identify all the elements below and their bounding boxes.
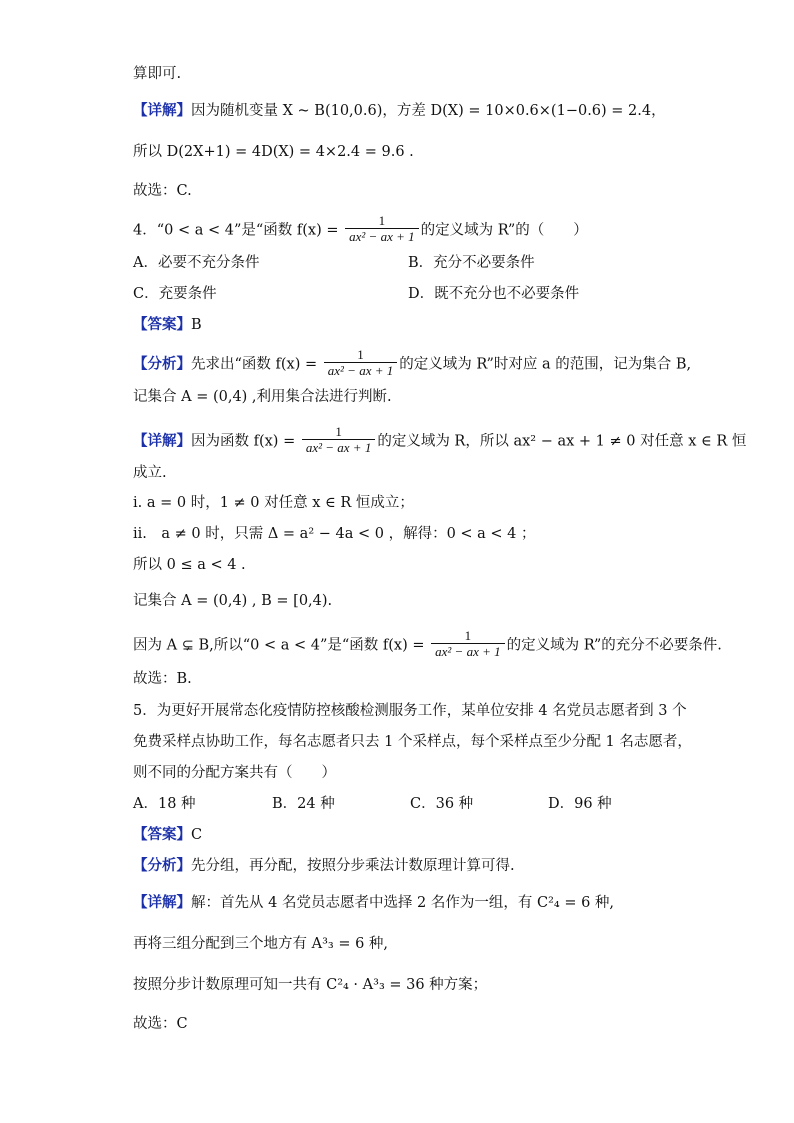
q5-option-c: C．36 种 xyxy=(410,796,474,812)
q4-detail-c: 成立. xyxy=(133,465,167,481)
q5-detail xyxy=(133,892,614,914)
fraction-denominator: ax² − ax + 1 xyxy=(431,643,504,659)
q4-analysis-b: 的定义域为 R”时对应 a 的范围，记为集合 B, xyxy=(399,356,692,373)
q4-analysis-c: 记集合 A = (0,4) ,利用集合法进行判断. xyxy=(133,389,392,405)
q5-analysis xyxy=(133,855,515,877)
q5-option-d: D．96 种 xyxy=(548,796,612,812)
fraction-denominator: ax² − ax + 1 xyxy=(345,228,418,244)
q4-so: 所以 0 ≤ a < 4 . xyxy=(133,557,246,573)
q4-detail-a: 因为函数 f(x) = xyxy=(191,433,300,450)
q5-answer-value: C xyxy=(191,827,203,843)
detail-tag: 【详解】 xyxy=(133,895,191,911)
q5-step3: 按照分步计数原理可知一共有 C²₄ · A³₃ = 36 种方案； xyxy=(133,977,488,993)
q3-choice: 故选：C. xyxy=(133,183,192,199)
q4-analysis-a: 先求出“函数 f(x) = xyxy=(191,356,322,373)
q4-option-d: D．既不充分也不必要条件 xyxy=(408,286,580,302)
fraction-numerator: 1 xyxy=(357,347,364,362)
q5-analysis-text: 先分组，再分配，按照分步乘法计数原理计算可得. xyxy=(191,858,515,874)
q5-step2: 再将三组分配到三个地方有 A³₃ = 6 种, xyxy=(133,936,389,952)
fraction-numerator: 1 xyxy=(378,213,386,228)
q5-answer xyxy=(133,824,202,846)
detail-tag: 【详解】 xyxy=(133,433,191,450)
q3-so: 所以 D(2X+1) = 4D(X) = 4×2.4 = 9.6 . xyxy=(133,144,414,160)
q4-option-a: A．必要不充分条件 xyxy=(133,255,260,271)
continuation-line: 算即可. xyxy=(133,66,182,82)
q5-stem-3: 则不同的分配方案共有（ ） xyxy=(133,765,336,781)
q4-stem-fraction xyxy=(345,213,418,244)
q4-detail-b: 的定义域为 R，所以 ax² − ax + 1 ≠ 0 对任意 x ∈ R 恒 xyxy=(377,433,747,450)
q4-conclusion xyxy=(133,630,722,661)
q4-answer-value: B xyxy=(191,317,202,333)
q4-choice: 故选：B. xyxy=(133,671,192,687)
q5-option-b: B．24 种 xyxy=(272,796,335,812)
fraction-denominator: ax² − ax + 1 xyxy=(302,439,375,455)
q3-detail xyxy=(133,100,666,122)
q4-concl-a: 因为 A ⊊ B,所以“0 < a < 4”是“函数 f(x) = xyxy=(133,637,430,654)
fraction-denominator: ax² − ax + 1 xyxy=(324,362,397,378)
q3-detail-text: 因为随机变量 X ~ B(10,0.6)，方差 D(X) = 10×0.6×(1−0.6) = 2.4， xyxy=(191,103,666,119)
fraction-numerator: 1 xyxy=(335,424,342,439)
q4-analysis-fraction xyxy=(324,347,397,378)
q4-option-b: B．充分不必要条件 xyxy=(408,255,535,271)
analysis-tag: 【分析】 xyxy=(133,858,191,874)
q4-concl-b: 的定义域为 R”的充分不必要条件. xyxy=(506,637,722,654)
analysis-tag: 【分析】 xyxy=(133,356,191,373)
fraction-numerator: 1 xyxy=(464,628,472,643)
q4-detail-fraction xyxy=(302,424,375,455)
q4-option-c: C．充要条件 xyxy=(133,286,217,302)
q4-case1: i. a = 0 时，1 ≠ 0 对任意 x ∈ R 恒成立； xyxy=(133,495,414,511)
q4-stem xyxy=(133,215,588,246)
answer-tag: 【答案】 xyxy=(133,317,191,333)
q4-case2: ii. a ≠ 0 时，只需 Δ = a² − 4a < 0 ，解得：0 < a < 4 ； xyxy=(133,526,536,542)
q5-stem-1: 5．为更好开展常态化疫情防控核酸检测服务工作，某单位安排 4 名党员志愿者到 3 个 xyxy=(133,703,687,719)
q4-conclusion-fraction xyxy=(431,628,504,659)
q5-choice: 故选：C xyxy=(133,1016,188,1032)
detail-tag: 【详解】 xyxy=(133,103,191,119)
q5-stem-2: 免费采样点协助工作，每名志愿者只去 1 个采样点，每个采样点至少分配 1 名志愿者， xyxy=(133,734,692,750)
q4-sets: 记集合 A = (0,4) , B = [0,4). xyxy=(133,593,333,609)
q4-stem-a: 4．“0 < a < 4”是“函数 f(x) = xyxy=(133,222,344,239)
q4-stem-b: 的定义域为 R”的（ ） xyxy=(420,222,588,239)
q5-option-a: A．18 种 xyxy=(133,796,196,812)
q4-answer xyxy=(133,314,202,336)
answer-tag: 【答案】 xyxy=(133,827,191,843)
q5-detail-text: 解：首先从 4 名党员志愿者中选择 2 名作为一组，有 C²₄ = 6 种, xyxy=(191,895,615,911)
q4-analysis xyxy=(133,349,691,380)
q4-detail xyxy=(133,426,746,457)
